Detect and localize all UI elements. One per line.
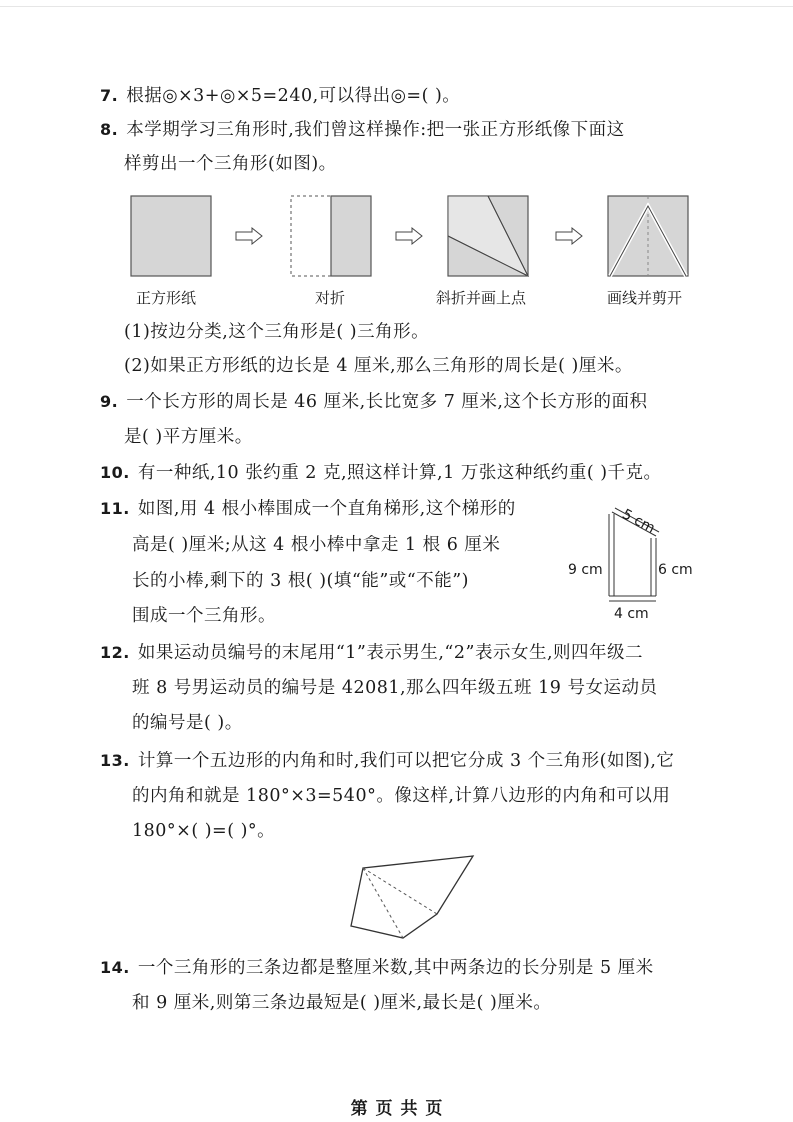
question-7 — [100, 84, 460, 108]
question-8-sub-1: (1)按边分类,这个三角形是( )三角形。 — [124, 322, 430, 342]
question-number: 8. — [100, 120, 119, 139]
diagonal-fold-shape — [448, 196, 528, 276]
label-right: 6 cm — [658, 562, 693, 578]
question-number: 14. — [100, 958, 130, 977]
question-number: 12. — [100, 643, 130, 662]
caption-square-paper: 正方形纸 — [136, 289, 197, 307]
question-text: 计算一个五边形的内角和时,我们可以把它分成 3 个三角形(如图),它 — [137, 751, 675, 771]
folded-paper-shape — [291, 196, 371, 276]
question-text: 一个长方形的周长是 46 厘米,长比宽多 7 厘米,这个长方形的面积 — [126, 392, 648, 412]
question-number: 13. — [100, 751, 130, 770]
question-13 — [100, 749, 674, 773]
question-12-line-2: 班 8 号男运动员的编号是 42081,那么四年级五班 19 号女运动员 — [132, 678, 658, 698]
question-13-line-2: 的内角和就是 180°×3=540°。像这样,计算八边形的内角和可以用 — [132, 786, 671, 806]
question-12 — [100, 641, 643, 665]
caption-diagonal-fold: 斜折并画上点 — [436, 289, 527, 307]
top-rule — [0, 6, 793, 7]
question-number: 9. — [100, 392, 119, 411]
question-12-line-3: 的编号是( )。 — [132, 713, 243, 733]
arrow-icon — [396, 228, 422, 244]
question-number: 7. — [100, 86, 119, 105]
question-8-line-2: 样剪出一个三角形(如图)。 — [124, 154, 337, 174]
cut-triangle-shape — [608, 196, 688, 276]
pentagon-figure — [345, 850, 480, 945]
question-8-sub-2: (2)如果正方形纸的边长是 4 厘米,那么三角形的周长是( )厘米。 — [124, 356, 633, 376]
caption-fold-half: 对折 — [315, 289, 346, 307]
right-trapezoid-figure — [560, 500, 700, 622]
caption-cut: 画线并剪开 — [607, 289, 683, 307]
question-text: 一个三角形的三条边都是整厘米数,其中两条边的长分别是 5 厘米 — [137, 958, 654, 978]
label-bottom: 4 cm — [614, 606, 649, 622]
label-top: 5 cm — [619, 506, 658, 537]
label-left: 9 cm — [568, 562, 603, 578]
question-11-line-3: 长的小棒,剩下的 3 根( )(填“能”或“不能”) — [132, 571, 469, 591]
question-13-line-3: 180°×( )=( )°。 — [132, 821, 276, 841]
question-11-line-4: 围成一个三角形。 — [132, 606, 276, 626]
question-number: 11. — [100, 499, 130, 518]
question-text: 有一种纸,10 张约重 2 克,照这样计算,1 万张这种纸约重( )千克。 — [137, 463, 662, 483]
question-9 — [100, 390, 648, 414]
question-text: 根据◎×3+◎×5=240,可以得出◎=( )。 — [126, 86, 461, 106]
question-11-line-2: 高是( )厘米;从这 4 根小棒中拿走 1 根 6 厘米 — [132, 535, 501, 555]
question-8 — [100, 118, 625, 142]
question-14-line-2: 和 9 厘米,则第三条边最短是( )厘米,最长是( )厘米。 — [132, 993, 552, 1013]
question-14 — [100, 956, 654, 980]
question-10 — [100, 461, 662, 485]
question-text: 如图,用 4 根小棒围成一个直角梯形,这个梯形的 — [137, 499, 516, 519]
question-9-line-2: 是( )平方厘米。 — [124, 427, 253, 447]
question-text: 本学期学习三角形时,我们曾这样操作:把一张正方形纸像下面这 — [126, 120, 625, 140]
paper-folding-figure — [124, 190, 704, 280]
question-11 — [100, 497, 516, 521]
arrow-icon — [236, 228, 262, 244]
question-text: 如果运动员编号的末尾用“1”表示男生,“2”表示女生,则四年级二 — [137, 643, 644, 663]
square-paper-shape — [131, 196, 211, 276]
page-footer: 第 页 共 页 — [350, 1099, 443, 1119]
question-number: 10. — [100, 463, 130, 482]
arrow-icon — [556, 228, 582, 244]
